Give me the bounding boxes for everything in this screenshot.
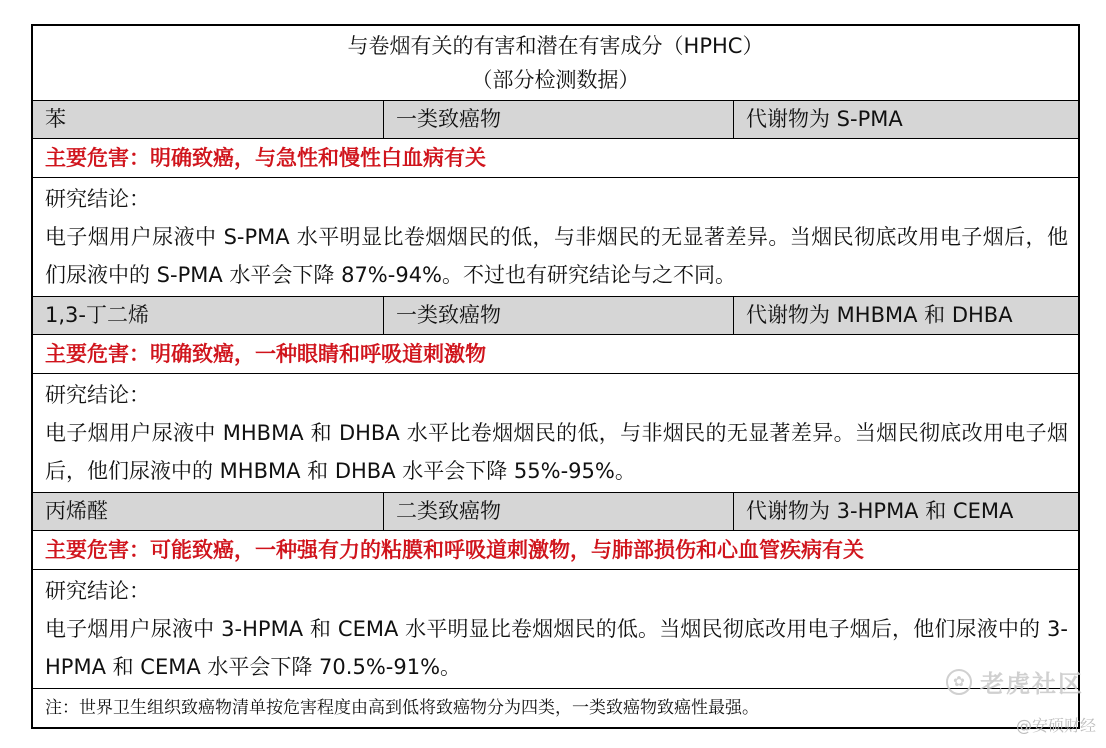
conclusion-label: 研究结论： [45,579,150,603]
conclusion-block [33,569,1078,688]
carcinogen-category: 二类致癌物 [384,493,734,530]
metabolite: 代谢物为 3-HPMA 和 CEMA [746,499,1014,523]
hazard-text: 主要危害：明确致癌，与急性和慢性白血病有关 [33,138,1078,177]
hazard-text: 主要危害：可能致癌，一种强有力的粘膜和呼吸道刺激物，与肺部损伤和心血管疾病有关 [33,530,1078,569]
section-header-butadiene [33,296,1078,334]
hazard-text: 主要危害：明确致癌，一种眼睛和呼吸道刺激物 [33,334,1078,373]
title-line-1: 与卷烟有关的有害和潜在有害成分（HPHC） [347,34,764,58]
conclusion-label: 研究结论： [45,383,150,407]
conclusion-block [33,373,1078,492]
watermark-text: 老虎社区 [980,670,1084,698]
watermark [946,664,1084,699]
metabolite: 代谢物为 S-PMA [746,107,903,131]
carcinogen-category: 一类致癌物 [384,297,734,334]
author-tag: @安硕财经 [1015,716,1096,735]
conclusion-text: 电子烟用户尿液中 MHBMA 和 DHBA 水平比卷烟烟民的低，与非烟民的无显著差异。当烟民彻底改用电子烟后，他们尿液中的 MHBMA 和 DHBA 水平会下降 55%-95%。 [45,421,1068,483]
carcinogen-category: 一类致癌物 [384,101,734,138]
conclusion-text: 电子烟用户尿液中 3-HPMA 和 CEMA 水平明显比卷烟烟民的低。当烟民彻底改用电子烟后，他们尿液中的 3-HPMA 和 CEMA 水平会下降 70.5%-91%。 [45,617,1068,679]
section-header-acrolein [33,492,1078,530]
substance-name: 苯 [33,101,384,138]
substance-name: 丙烯醛 [33,493,384,530]
paw-icon: ✿ [946,669,972,695]
conclusion-text: 电子烟用户尿液中 S-PMA 水平明显比卷烟烟民的低，与非烟民的无显著差异。当烟民彻底改用电子烟后，他们尿液中的 S-PMA 水平会下降 87%-94%。不过也有研究结论与之不同。 [45,225,1068,287]
substance-name: 1,3-丁二烯 [33,297,384,334]
table-title [33,26,1078,100]
conclusion-label: 研究结论： [45,187,150,211]
conclusion-block [33,177,1078,296]
section-header-benzene [33,100,1078,138]
title-line-2: （部分检测数据） [471,68,640,92]
hphc-table [31,24,1080,729]
metabolite: 代谢物为 MHBMA 和 DHBA [746,303,1013,327]
footnote: 注：世界卫生组织致癌物清单按危害程度由高到低将致癌物分为四类，一类致癌物致癌性最强。 [33,688,1078,727]
